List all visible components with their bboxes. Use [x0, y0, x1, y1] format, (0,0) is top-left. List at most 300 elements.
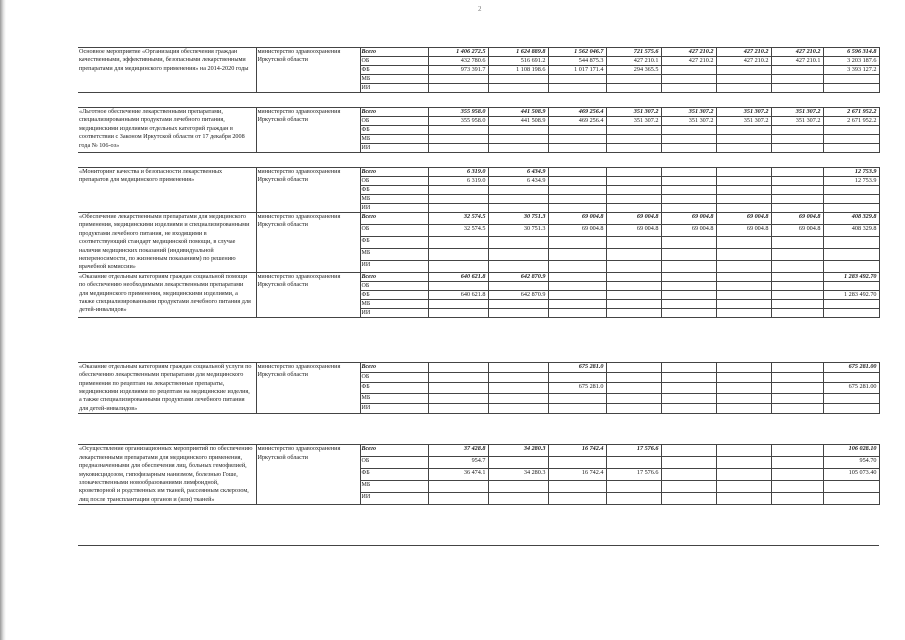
amount-cell	[488, 75, 548, 84]
amount-cell: 69 004.8	[606, 213, 661, 225]
funding-source: Всего	[360, 108, 428, 117]
amount-cell	[771, 135, 823, 144]
amount-cell	[428, 299, 488, 308]
funding-source: ОБ	[360, 57, 428, 66]
amount-cell	[661, 481, 716, 493]
amount-cell: 427 210.2	[661, 57, 716, 66]
total-cell: 408 329.8	[823, 213, 879, 225]
total-cell	[823, 481, 879, 493]
amount-cell	[548, 248, 606, 260]
amount-cell	[488, 236, 548, 248]
amount-cell	[771, 168, 823, 177]
amount-cell	[548, 75, 606, 84]
amount-cell	[661, 204, 716, 213]
amount-cell	[548, 373, 606, 383]
amount-cell	[548, 260, 606, 272]
amount-cell	[606, 362, 661, 372]
amount-cell	[661, 403, 716, 413]
amount-cell	[661, 457, 716, 469]
total-cell: 2 671 952.2	[823, 117, 879, 126]
amount-cell: 69 004.8	[716, 224, 771, 236]
page-number: 2	[478, 5, 482, 13]
amount-cell	[716, 260, 771, 272]
spacer-cell	[78, 317, 879, 362]
amount-cell: 294 365.5	[606, 66, 661, 75]
amount-cell	[606, 481, 661, 493]
funding-source: ОБ	[360, 373, 428, 383]
amount-cell	[548, 272, 606, 281]
amount-cell	[548, 281, 606, 290]
amount-cell	[428, 135, 488, 144]
amount-cell	[428, 248, 488, 260]
total-cell	[823, 403, 879, 413]
funding-source: ОБ	[360, 224, 428, 236]
table-row	[78, 272, 879, 281]
amount-cell	[428, 481, 488, 493]
total-cell: 675 281.00	[823, 383, 879, 393]
amount-cell	[716, 126, 771, 135]
amount-cell	[488, 204, 548, 213]
funding-source: ФБ	[360, 469, 428, 481]
amount-cell: 355 958.0	[428, 117, 488, 126]
amount-cell	[488, 144, 548, 153]
amount-cell	[661, 135, 716, 144]
amount-cell	[771, 299, 823, 308]
funding-source: ОБ	[360, 457, 428, 469]
amount-cell: 351 307.2	[771, 117, 823, 126]
funding-source: ИИ	[360, 84, 428, 93]
amount-cell: 441 508.9	[488, 117, 548, 126]
amount-cell	[661, 373, 716, 383]
scan-shadow-edge	[0, 0, 6, 640]
amount-cell	[606, 75, 661, 84]
amount-cell	[488, 195, 548, 204]
funding-source: ФБ	[360, 126, 428, 135]
amount-cell: 351 307.2	[661, 108, 716, 117]
total-cell: 6 596 314.8	[823, 48, 879, 57]
amount-cell	[606, 168, 661, 177]
total-cell	[823, 393, 879, 403]
amount-cell	[771, 186, 823, 195]
amount-cell	[606, 135, 661, 144]
amount-cell: 30 751.3	[488, 224, 548, 236]
table-row	[78, 213, 879, 225]
funding-source: ИИ	[360, 204, 428, 213]
amount-cell	[771, 66, 823, 75]
amount-cell	[606, 195, 661, 204]
amount-cell: 32 574.5	[428, 224, 488, 236]
amount-cell	[716, 493, 771, 505]
funding-source: ИИ	[360, 308, 428, 317]
total-cell: 12 753.9	[823, 168, 879, 177]
amount-cell	[548, 493, 606, 505]
amount-cell	[661, 308, 716, 317]
amount-cell	[548, 135, 606, 144]
amount-cell	[661, 66, 716, 75]
amount-cell	[771, 362, 823, 372]
amount-cell: 16 742.4	[548, 445, 606, 457]
amount-cell	[428, 383, 488, 393]
amount-cell	[488, 186, 548, 195]
activity-name: «Обеспечение лекарственными препаратами для медицинского применения, медицинскими изделиями и специализированными продуктами лечебного питания, не входящими в соответствующий стандарт медицинской помощи, в случае наличия медицинских показаний (индивидуальной непереносимости, по жизненным показаниям) по решению врачебной комиссии»	[78, 213, 256, 273]
amount-cell	[661, 84, 716, 93]
amount-cell: 675 281.0	[548, 362, 606, 372]
amount-cell	[606, 236, 661, 248]
amount-cell: 351 307.2	[771, 108, 823, 117]
amount-cell: 30 751.3	[488, 213, 548, 225]
amount-cell	[428, 144, 488, 153]
amount-cell: 640 621.8	[428, 272, 488, 281]
total-cell: 3 203 187.6	[823, 57, 879, 66]
amount-cell: 1 562 046.7	[548, 48, 606, 57]
amount-cell	[548, 403, 606, 413]
amount-cell	[606, 383, 661, 393]
amount-cell: 17 576.6	[606, 445, 661, 457]
amount-cell	[606, 84, 661, 93]
table-row	[78, 168, 879, 177]
total-cell	[823, 144, 879, 153]
amount-cell	[661, 177, 716, 186]
amount-cell	[771, 236, 823, 248]
total-cell: 675 281.00	[823, 362, 879, 372]
table-row	[78, 108, 879, 117]
amount-cell	[606, 457, 661, 469]
amount-cell	[606, 186, 661, 195]
amount-cell	[661, 236, 716, 248]
amount-cell	[606, 126, 661, 135]
amount-cell	[428, 393, 488, 403]
amount-cell	[548, 126, 606, 135]
funding-source: Всего	[360, 445, 428, 457]
total-cell	[823, 373, 879, 383]
amount-cell	[548, 299, 606, 308]
total-cell	[823, 75, 879, 84]
funding-source: ИИ	[360, 403, 428, 413]
amount-cell	[488, 126, 548, 135]
amount-cell	[548, 204, 606, 213]
amount-cell: 69 004.8	[548, 224, 606, 236]
amount-cell	[488, 481, 548, 493]
table-row	[78, 445, 879, 457]
table-body	[78, 48, 879, 546]
amount-cell: 1 624 889.8	[488, 48, 548, 57]
amount-cell: 6 319.0	[428, 177, 488, 186]
amount-cell	[488, 393, 548, 403]
total-cell	[823, 204, 879, 213]
amount-cell: 675 281.0	[548, 383, 606, 393]
amount-cell	[716, 299, 771, 308]
amount-cell	[428, 126, 488, 135]
amount-cell	[428, 236, 488, 248]
total-cell	[823, 299, 879, 308]
spacer-cell	[78, 505, 879, 546]
amount-cell: 427 210.2	[716, 57, 771, 66]
amount-cell	[661, 260, 716, 272]
amount-cell: 469 256.4	[548, 108, 606, 117]
amount-cell	[548, 144, 606, 153]
amount-cell	[428, 362, 488, 372]
funding-source: Всего	[360, 48, 428, 57]
amount-cell: 1 017 171.4	[548, 66, 606, 75]
amount-cell	[771, 195, 823, 204]
total-cell	[823, 84, 879, 93]
amount-cell	[661, 393, 716, 403]
amount-cell	[771, 445, 823, 457]
amount-cell	[488, 299, 548, 308]
executor-cell: министерство здравоохранения Иркутской области	[256, 108, 360, 153]
amount-cell	[488, 84, 548, 93]
amount-cell	[661, 469, 716, 481]
amount-cell	[716, 272, 771, 281]
spacer-cell	[78, 414, 879, 445]
amount-cell	[428, 186, 488, 195]
amount-cell: 6 434.9	[488, 177, 548, 186]
amount-cell	[488, 248, 548, 260]
amount-cell	[716, 308, 771, 317]
amount-cell: 351 307.2	[606, 108, 661, 117]
amount-cell	[606, 403, 661, 413]
section-spacer	[78, 153, 879, 168]
funding-source: Всего	[360, 213, 428, 225]
total-cell: 954.70	[823, 457, 879, 469]
amount-cell	[716, 469, 771, 481]
amount-cell	[661, 445, 716, 457]
executor-cell: министерство здравоохранения Иркутской области	[256, 48, 360, 93]
amount-cell	[716, 177, 771, 186]
amount-cell	[428, 308, 488, 317]
amount-cell	[548, 168, 606, 177]
amount-cell	[716, 373, 771, 383]
amount-cell	[716, 248, 771, 260]
section-spacer	[78, 414, 879, 445]
amount-cell	[428, 373, 488, 383]
total-cell: 106 028.10	[823, 445, 879, 457]
amount-cell	[488, 281, 548, 290]
executor-cell: министерство здравоохранения Иркутской области	[256, 213, 360, 273]
amount-cell: 721 575.6	[606, 48, 661, 57]
table-row	[78, 48, 879, 57]
executor-cell: министерство здравоохранения Иркутской области	[256, 272, 360, 317]
section-spacer	[78, 93, 879, 108]
funding-source: ФБ	[360, 186, 428, 195]
amount-cell	[771, 144, 823, 153]
total-cell: 12 753.9	[823, 177, 879, 186]
executor-cell: министерство здравоохранения Иркутской области	[256, 362, 360, 413]
amount-cell	[771, 272, 823, 281]
amount-cell	[548, 457, 606, 469]
total-cell	[823, 260, 879, 272]
amount-cell	[771, 493, 823, 505]
amount-cell	[716, 403, 771, 413]
funding-source: МБ	[360, 75, 428, 84]
section-spacer	[78, 505, 879, 546]
amount-cell	[548, 290, 606, 299]
funding-source: Всего	[360, 362, 428, 372]
amount-cell	[428, 260, 488, 272]
funding-source: МБ	[360, 135, 428, 144]
amount-cell	[716, 66, 771, 75]
amount-cell	[548, 308, 606, 317]
amount-cell	[716, 168, 771, 177]
activity-name: «Льготное обеспечение лекарственными препаратами, специализированными продуктами лечебного питания, медицинскими изделиями отдельных категорий граждан в соответствии с Законом Иркутской области от 17 декабря 2008 года № 106-оз»	[78, 108, 256, 153]
amount-cell	[488, 308, 548, 317]
amount-cell	[428, 84, 488, 93]
amount-cell	[548, 393, 606, 403]
amount-cell	[606, 248, 661, 260]
amount-cell	[661, 168, 716, 177]
amount-cell	[771, 281, 823, 290]
amount-cell	[661, 126, 716, 135]
amount-cell	[548, 195, 606, 204]
amount-cell: 427 210.1	[771, 57, 823, 66]
amount-cell	[771, 481, 823, 493]
amount-cell	[661, 493, 716, 505]
amount-cell: 1 406 272.5	[428, 48, 488, 57]
amount-cell: 6 434.9	[488, 168, 548, 177]
total-cell	[823, 248, 879, 260]
activity-name: «Оказание отдельным категориям граждан социальной помощи по обеспечению необходимыми лекарственными препаратами для медицинского применения, медицинскими изделиями, а также специализированными продуктами лечебного питания для детей-инвалидов»	[78, 272, 256, 317]
amount-cell	[661, 362, 716, 372]
amount-cell	[771, 204, 823, 213]
amount-cell	[548, 84, 606, 93]
total-cell	[823, 493, 879, 505]
amount-cell	[661, 281, 716, 290]
amount-cell	[606, 281, 661, 290]
amount-cell: 427 210.1	[606, 57, 661, 66]
funding-source: ИИ	[360, 144, 428, 153]
amount-cell: 34 280.3	[488, 469, 548, 481]
amount-cell: 351 307.2	[661, 117, 716, 126]
amount-cell: 17 576.6	[606, 469, 661, 481]
amount-cell	[771, 84, 823, 93]
funding-source: ОБ	[360, 281, 428, 290]
amount-cell: 69 004.8	[716, 213, 771, 225]
activity-name: «Мониторинг качества и безопасности лекарственных препаратов для медицинского применения»	[78, 168, 256, 213]
amount-cell	[661, 383, 716, 393]
amount-cell: 355 958.0	[428, 108, 488, 117]
amount-cell	[716, 383, 771, 393]
amount-cell	[428, 204, 488, 213]
funding-source: ОБ	[360, 177, 428, 186]
amount-cell	[771, 248, 823, 260]
funding-source: МБ	[360, 481, 428, 493]
funding-source: МБ	[360, 393, 428, 403]
amount-cell	[716, 457, 771, 469]
amount-cell: 469 256.4	[548, 117, 606, 126]
amount-cell	[548, 186, 606, 195]
funding-source: МБ	[360, 248, 428, 260]
amount-cell: 427 210.2	[771, 48, 823, 57]
amount-cell	[428, 493, 488, 505]
total-cell	[823, 195, 879, 204]
total-cell	[823, 126, 879, 135]
amount-cell: 69 004.8	[548, 213, 606, 225]
amount-cell	[716, 481, 771, 493]
amount-cell: 544 875.3	[548, 57, 606, 66]
amount-cell	[661, 299, 716, 308]
funding-source: Всего	[360, 272, 428, 281]
amount-cell	[716, 135, 771, 144]
amount-cell	[771, 260, 823, 272]
total-cell: 105 073.40	[823, 469, 879, 481]
amount-cell: 640 621.8	[428, 290, 488, 299]
funding-source: ФБ	[360, 66, 428, 75]
amount-cell: 6 319.0	[428, 168, 488, 177]
amount-cell: 516 691.2	[488, 57, 548, 66]
amount-cell	[716, 445, 771, 457]
amount-cell: 441 508.9	[488, 108, 548, 117]
section-spacer	[78, 317, 879, 362]
amount-cell	[716, 393, 771, 403]
amount-cell	[661, 186, 716, 195]
amount-cell	[606, 272, 661, 281]
amount-cell	[661, 248, 716, 260]
funding-source: ФБ	[360, 290, 428, 299]
amount-cell	[606, 373, 661, 383]
amount-cell	[488, 260, 548, 272]
amount-cell: 69 004.8	[771, 213, 823, 225]
amount-cell	[606, 493, 661, 505]
amount-cell	[661, 272, 716, 281]
amount-cell: 351 307.2	[606, 117, 661, 126]
amount-cell	[488, 373, 548, 383]
amount-cell	[771, 393, 823, 403]
amount-cell	[661, 195, 716, 204]
amount-cell	[606, 144, 661, 153]
amount-cell	[716, 236, 771, 248]
total-cell: 1 283 492.70	[823, 290, 879, 299]
funding-source: ИИ	[360, 260, 428, 272]
amount-cell: 37 428.8	[428, 445, 488, 457]
amount-cell	[661, 290, 716, 299]
spacer-cell	[78, 153, 879, 168]
total-cell	[823, 135, 879, 144]
amount-cell	[716, 290, 771, 299]
amount-cell: 427 210.2	[661, 48, 716, 57]
activity-name: «Оказание отдельным категориям граждан социальной услуги по обеспечению лекарственными препаратами для медицинского применения по рецептам на лекарственные препараты, медицинскими изделиями по рецептам на медицинские изделия, а также специализированными продуктами лечебного питания для детей-инвалидов»	[78, 362, 256, 413]
amount-cell	[548, 481, 606, 493]
amount-cell	[428, 195, 488, 204]
executor-cell: министерство здравоохранения Иркутской области	[256, 445, 360, 505]
funding-source: Всего	[360, 168, 428, 177]
activity-name: «Осуществление организационных мероприятий по обеспечению лекарственными препаратами для медицинского применения, предназначенными для обеспечения лиц, больных гемофилией, муковисцидозом, гипофизарным нанизмом, болезнью Гоше, злокачественными новообразованиями лимфоидной, кроветворной и родственных им тканей, рассеянным склерозом, лиц после трансплантации органов и (или) тканей»	[78, 445, 256, 505]
amount-cell: 34 280.3	[488, 445, 548, 457]
amount-cell	[716, 204, 771, 213]
amount-cell	[771, 457, 823, 469]
amount-cell: 954.7	[428, 457, 488, 469]
amount-cell	[661, 75, 716, 84]
funding-source: ФБ	[360, 236, 428, 248]
amount-cell	[716, 362, 771, 372]
amount-cell	[606, 290, 661, 299]
amount-cell: 69 004.8	[606, 224, 661, 236]
table-row	[78, 362, 879, 372]
funding-table	[78, 47, 880, 546]
amount-cell	[488, 362, 548, 372]
amount-cell	[771, 290, 823, 299]
amount-cell	[716, 144, 771, 153]
amount-cell: 432 780.6	[428, 57, 488, 66]
amount-cell	[606, 393, 661, 403]
amount-cell	[548, 177, 606, 186]
total-cell: 3 393 127.2	[823, 66, 879, 75]
amount-cell: 69 004.8	[661, 224, 716, 236]
amount-cell: 973 391.7	[428, 66, 488, 75]
amount-cell	[488, 403, 548, 413]
amount-cell: 16 742.4	[548, 469, 606, 481]
amount-cell	[488, 135, 548, 144]
funding-source: ОБ	[360, 117, 428, 126]
